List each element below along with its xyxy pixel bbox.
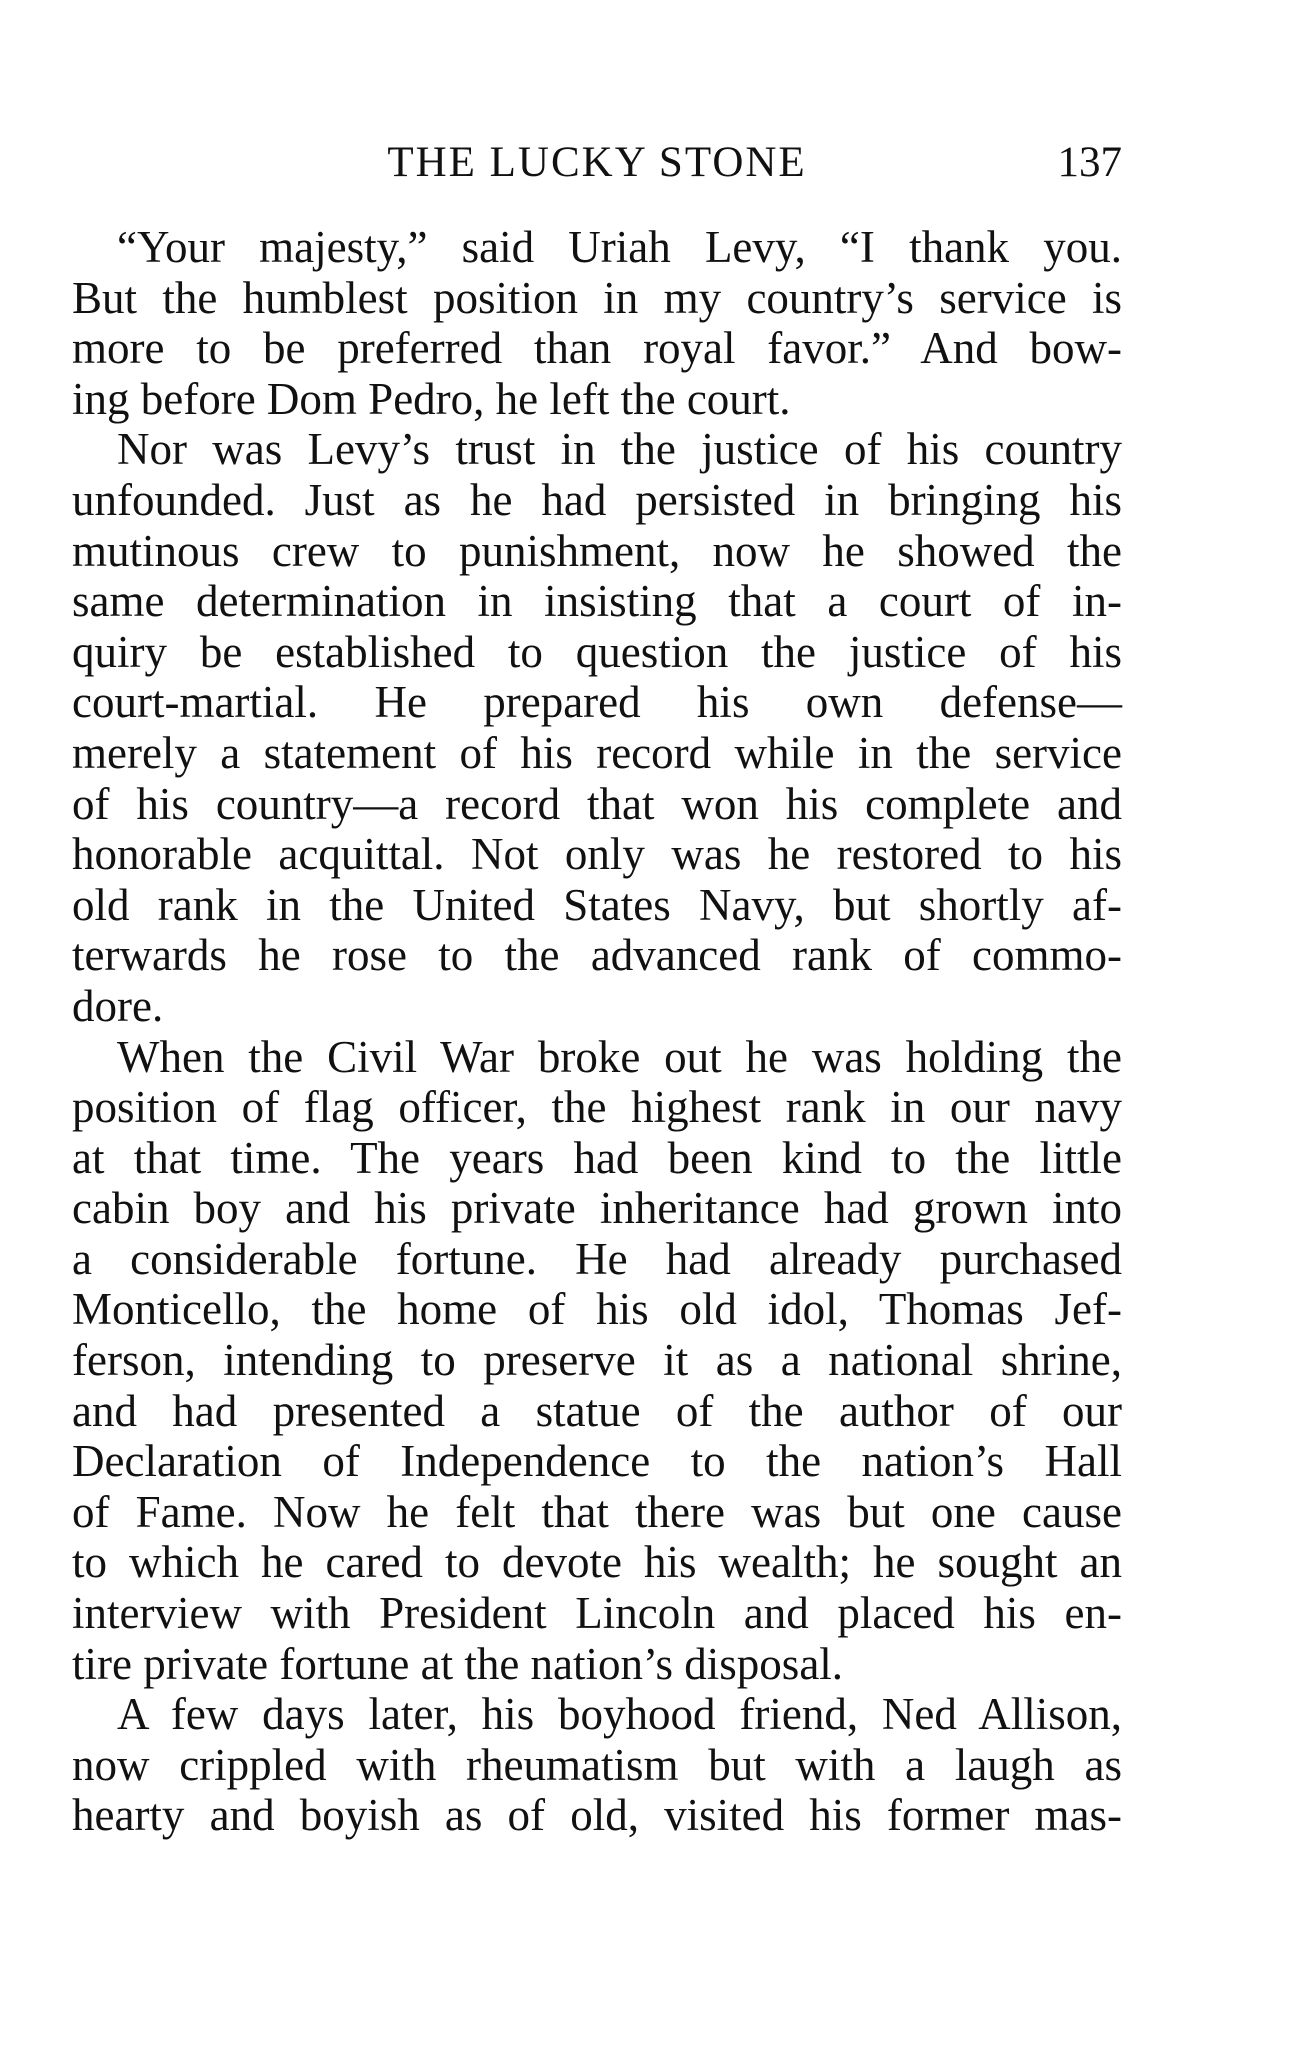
- text-line: and had presented a statue of the author of our: [72, 1385, 1122, 1436]
- text-line: more to be preferred than royal favor.” And bow-: [72, 323, 1122, 374]
- text-line: Declaration of Independence to the nation’s Hall: [72, 1436, 1122, 1487]
- text-line: of Fame. Now he felt that there was but one cause: [72, 1486, 1122, 1537]
- text-line: to which he cared to devote his wealth; he sought an: [72, 1537, 1122, 1588]
- text-line: same determination in insisting that a court of in-: [72, 576, 1122, 627]
- text-line: of his country—a record that won his complete and: [72, 778, 1122, 829]
- text-line: old rank in the United States Navy, but shortly af-: [72, 879, 1122, 930]
- text-line: at that time. The years had been kind to the little: [72, 1132, 1122, 1183]
- text-line: But the humblest position in my country’s service is: [72, 272, 1122, 323]
- page-number: 137: [1057, 139, 1122, 186]
- text-line: interview with President Lincoln and placed his en-: [72, 1588, 1122, 1639]
- text-line: ferson, intending to preserve it as a national shrine,: [72, 1335, 1122, 1386]
- text-line: terwards he rose to the advanced rank of commo-: [72, 930, 1122, 981]
- paragraph-3: [72, 1032, 1122, 1690]
- text-line: “Your majesty,” said Uriah Levy, “I thank you.: [117, 222, 1122, 272]
- text-line: cabin boy and his private inheritance had grown into: [72, 1183, 1122, 1234]
- text-line: a considerable fortune. He had already purchased: [72, 1233, 1122, 1284]
- text-line: now crippled with rheumatism but with a laugh as: [72, 1739, 1122, 1790]
- text-line: quiry be established to question the justice of his: [72, 626, 1122, 677]
- text-line: honorable acquittal. Not only was he restored to his: [72, 829, 1122, 880]
- text-line: hearty and boyish as of old, visited his former mas-: [72, 1790, 1122, 1841]
- text-line: Nor was Levy’s trust in the justice of his country: [117, 424, 1122, 475]
- text-line: merely a statement of his record while in the service: [72, 727, 1122, 778]
- text-line: When the Civil War broke out he was holding the: [117, 1031, 1122, 1082]
- text-line: position of flag officer, the highest rank in our navy: [72, 1082, 1122, 1133]
- running-head: THE LUCKY STONE: [387, 139, 807, 186]
- text-line: A few days later, his boyhood friend, Ned Allison,: [117, 1689, 1122, 1740]
- text-line: mutinous crew to punishment, now he showed the: [72, 525, 1122, 576]
- paragraph-2: [72, 424, 1122, 1031]
- text-line: unfounded. Just as he had persisted in bringing his: [72, 474, 1122, 525]
- text-line: Monticello, the home of his old idol, Thomas Jef-: [72, 1284, 1122, 1335]
- text-line: court-martial. He prepared his own defense—: [72, 677, 1122, 728]
- body-text: [72, 222, 1122, 1841]
- paragraph-4: [72, 1689, 1122, 1841]
- text-line: ing before Dom Pedro, he left the court.: [72, 373, 791, 424]
- text-line: dore.: [72, 980, 164, 1031]
- text-line: tire private fortune at the nation’s disposal.: [72, 1638, 844, 1689]
- paragraph-1: [72, 222, 1122, 424]
- page-header: [72, 138, 1122, 194]
